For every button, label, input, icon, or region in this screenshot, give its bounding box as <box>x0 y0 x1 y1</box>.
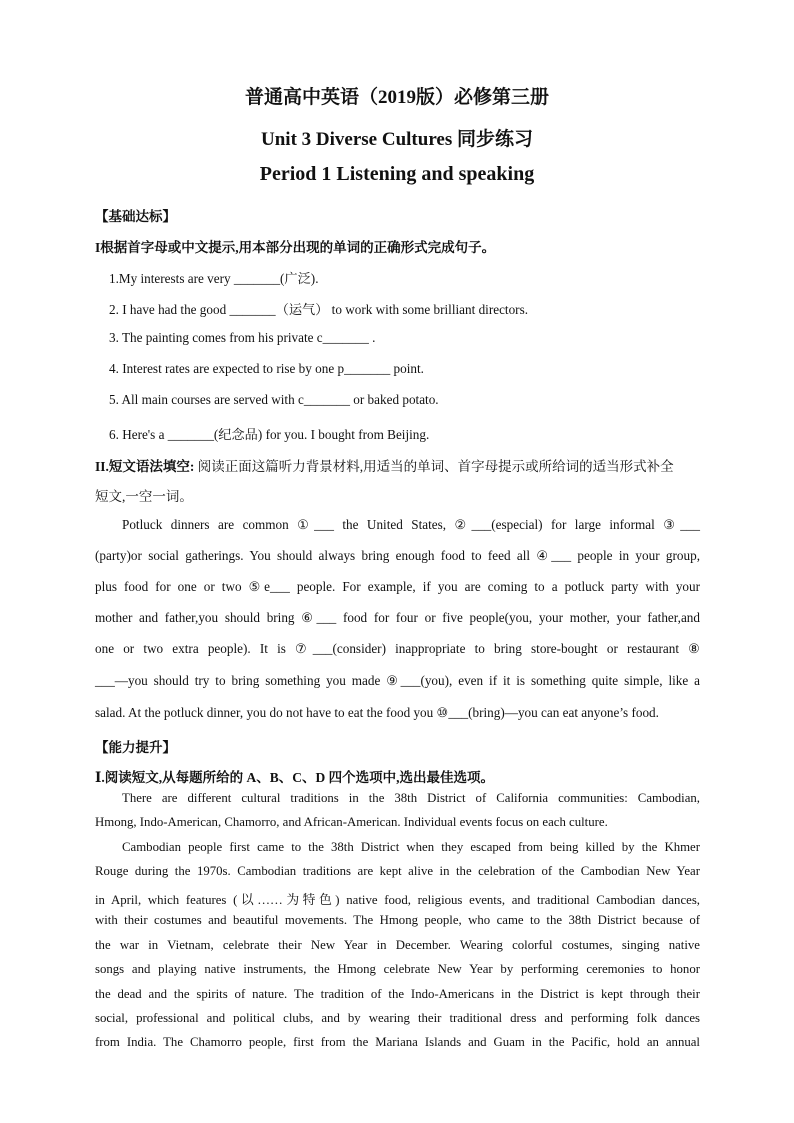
passage1-line: Potluck dinners are common ①___ the United States, ②___(especial) for large informal ③___ <box>122 517 700 532</box>
passage2-line: Cambodian people first came to the 38th District when they escaped from being killed by the Khmer <box>122 840 700 854</box>
question-5: 5. All main courses are served with c_______ or baked potato. <box>109 392 439 407</box>
passage2-line: in April, which features (以……为特色) native food, religious events, and traditional Cambodian dances, <box>95 893 700 907</box>
part2-instruction-line1 <box>95 455 700 475</box>
passage2-line: Hmong, Indo-American, Chamorro, and African-American. Individual events focus on each culture. <box>95 815 608 829</box>
passage1-line: ___—you should try to bring something you made ⑨___(you), even if it is something quite simple, like a <box>95 673 700 688</box>
passage1-line: (party)or social gatherings. You should always bring enough food to feed all ④___ people in your group, <box>95 548 700 563</box>
part2-instruction-line2: 短文,一空一词。 <box>95 489 193 504</box>
question-2: 2. I have had the good _______（运气） to work with some brilliant directors. <box>109 302 528 317</box>
question-6: 6. Here's a _______(纪念品) for you. I bought from Beijing. <box>109 427 430 442</box>
passage1-line: plus food for one or two ⑤e___ people. For example, if you are coming to a potluck party with your <box>95 579 700 594</box>
question-3: 3. The painting comes from his private c_______ . <box>109 330 376 345</box>
passage2-line: There are different cultural traditions in the 38th District of California communities: Cambodian, <box>122 791 700 805</box>
part1-instruction: I根据首字母或中文提示,用本部分出现的单词的正确形式完成句子。 <box>95 240 496 255</box>
section-heading-basic: 【基础达标】 <box>95 209 176 224</box>
document-title: 普通高中英语（2019版）必修第三册 <box>244 87 549 108</box>
part2-instruction-bold: II.短文语法填空: <box>95 459 195 474</box>
passage2-line: with their costumes and beautiful movements. The Hmong people, who came to the 38th District because of <box>95 913 700 927</box>
reading-instruction: Ⅰ.阅读短文,从每题所给的 A、B、C、D 四个选项中,选出最佳选项。 <box>95 770 494 785</box>
question-1: 1.My interests are very _______(广泛). <box>109 271 319 286</box>
passage1-line: mother and father,you should bring ⑥___ food for four or five people(you, your mother, your father,and <box>95 610 700 625</box>
unit-title: Unit 3 Diverse Cultures 同步练习 <box>261 129 533 150</box>
part2-instruction-text: 阅读正面这篇听力背景材料,用适当的单词、首字母提示或所给词的适当形式补全 <box>194 459 674 474</box>
period-title: Period 1 Listening and speaking <box>259 163 535 185</box>
question-4: 4. Interest rates are expected to rise by one p_______ point. <box>109 361 424 376</box>
passage2-line: the dead and the spirits of nature. The tradition of the Indo-Americans in the District is kept through their <box>95 987 700 1001</box>
section-heading-advanced: 【能力提升】 <box>95 740 176 755</box>
passage2-line: from India. The Chamorro people, first from the Mariana Islands and Guam in the Pacific, hold an annual <box>95 1035 700 1049</box>
passage2-line: social, professional and political clubs, and by wearing their traditional dress and performing folk dances <box>95 1011 700 1025</box>
passage2-line: Rouge during the 1970s. Cambodian traditions are kept alive in the celebration of the Cambodian New Year <box>95 864 700 878</box>
passage2-line: songs and playing native instruments, the Hmong celebrate New Year by performing ceremonies to honor <box>95 962 700 976</box>
passage1-line: one or two extra people). It is ⑦___(consider) inappropriate to bring store-bought or restaurant ⑧ <box>95 641 700 656</box>
passage1-line: salad. At the potluck dinner, you do not have to eat the food you ⑩___(bring)—you can eat anyone’s food. <box>95 705 659 720</box>
passage2-line: the war in Vietnam, celebrate their New Year in December. Wearing colorful costumes, singing native <box>95 938 700 952</box>
